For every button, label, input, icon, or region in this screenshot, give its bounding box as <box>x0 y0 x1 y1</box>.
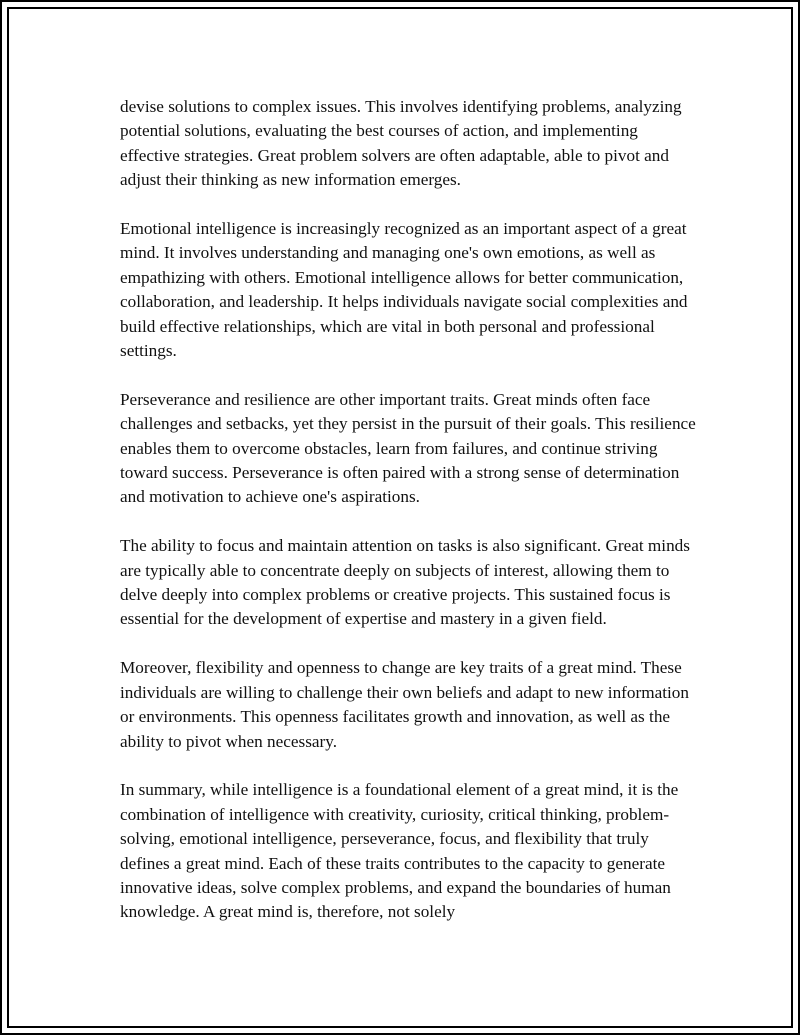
paragraph-problem-solving: devise solutions to complex issues. This involves identifying problems, analyzing potential solutions, evaluating the best courses of action, and implementing effective strategies. Great problem solvers are often adaptable, able to pivot and adjust their thinking as new information emerges. <box>120 97 682 190</box>
paragraph-focus: The ability to focus and maintain attention on tasks is also significant. Great minds are typically able to concentrate deeply on subjects of interest, allowing them to delve deeply into complex problems or creative projects. This sustained focus is essential for the development of expertise and mastery in a given field. <box>120 536 690 629</box>
paragraph-summary: In summary, while intelligence is a foundational element of a great mind, it is the combination of intelligence with creativity, curiosity, critical thinking, problem-solving, emotional intelligence, perseverance, focus, and flexibility that truly defines a great mind. Each of these traits contributes to the capacity to generate innovative ideas, solve complex problems, and expand the boundaries of human knowledge. A great mind is, therefore, not solely <box>120 780 679 922</box>
paragraph-perseverance: Perseverance and resilience are other important traits. Great minds often face challenges and setbacks, yet they persist in the pursuit of their goals. This resilience enables them to overcome obstacles, learn from failures, and continue striving toward success. Perseverance is often paired with a strong sense of determination and motivation to achieve one's aspirations. <box>120 389 696 507</box>
paragraph-emotional-intelligence: Emotional intelligence is increasingly recognized as an important aspect of a great mind. It involves understanding and managing one's own emotions, as well as empathizing with others. Emotional intelligence allows for better communication, collaboration, and leadership. It helps individuals navigate social complexities and build effective relationships, which are vital in both personal and professional settings. <box>120 219 688 361</box>
paragraph-flexibility: Moreover, flexibility and openness to change are key traits of a great mind. These individuals are willing to challenge their own beliefs and adapt to new information or environments. This openness facilitates growth and innovation, as well as the ability to pivot when necessary. <box>120 658 689 751</box>
page-body <box>120 95 700 925</box>
